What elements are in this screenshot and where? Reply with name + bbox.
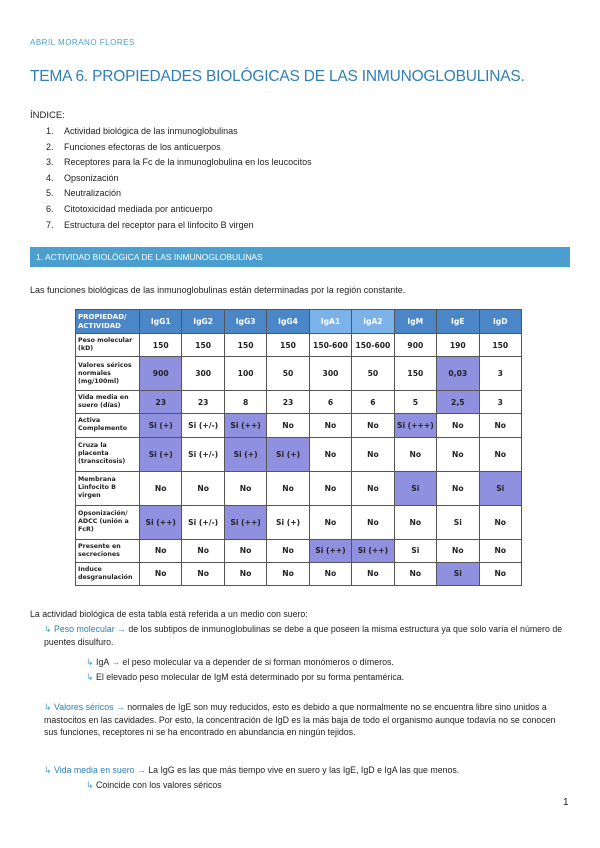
table-header-row <box>76 310 522 334</box>
table-row <box>76 357 522 391</box>
table-cell: Si (++) <box>224 505 266 539</box>
index-item-number: 7. <box>46 219 54 230</box>
section-intro: Las funciones biológicas de las inmunoglobulinas están determinadas por la región constante. <box>30 285 406 295</box>
text-coincide: Coincide con los valores séricos <box>96 780 222 790</box>
table-cell: Si (+) <box>267 437 309 471</box>
table-cell: 150-600 <box>352 334 394 357</box>
table-cell: Si (+/-) <box>182 505 224 539</box>
bullet-arrow-icon: ↳ <box>44 765 52 775</box>
index-item <box>46 124 312 140</box>
table-cell: Si <box>394 471 436 505</box>
table-cell: No <box>352 437 394 471</box>
table-cell: Si <box>394 539 436 562</box>
index-item-label: Actividad biológica de las inmunoglobulinas <box>64 126 238 136</box>
row-label: Membrana Linfocito B virgen <box>76 471 140 505</box>
table-cell: No <box>309 505 351 539</box>
term-iga: IgA <box>96 657 109 667</box>
table-cell: 100 <box>224 357 266 391</box>
table-cell: Si (+/-) <box>182 437 224 471</box>
table-cell: No <box>267 539 309 562</box>
text-iga: el peso molecular va a depender de si forman monómeros o dímeros. <box>122 657 394 667</box>
table-cell: 6 <box>309 391 351 414</box>
table-cell: 5 <box>394 391 436 414</box>
table-cell: 23 <box>140 391 182 414</box>
table-cell: No <box>352 414 394 437</box>
table-cell: No <box>479 505 522 539</box>
term-peso-molecular: Peso molecular <box>54 624 115 634</box>
index-item-label: Estructura del receptor para el linfocito B virgen <box>64 219 254 230</box>
header-isotype: IgD <box>479 310 522 334</box>
index-item <box>46 155 312 171</box>
bullet-arrow-icon: ↳ <box>86 657 94 667</box>
arrow-icon: → <box>111 657 120 667</box>
table-cell: No <box>394 562 436 585</box>
table-cell: 900 <box>140 357 182 391</box>
table-cell: 150 <box>394 357 436 391</box>
table-cell: No <box>267 562 309 585</box>
table-cell: Si (+) <box>224 437 266 471</box>
table-cell: No <box>309 437 351 471</box>
table-cell: Si (+++) <box>394 414 436 437</box>
table-cell: Si (+) <box>267 505 309 539</box>
table-cell: Si (++) <box>140 505 182 539</box>
index-list <box>46 124 312 233</box>
table-cell: 23 <box>267 391 309 414</box>
table-cell: 150 <box>267 334 309 357</box>
text-vida-media: La IgG es las que más tiempo vive en suero y las IgE, IgD e IgA las que menos. <box>148 765 460 775</box>
table-cell: 150 <box>479 334 522 357</box>
arrow-icon: → <box>136 765 146 775</box>
table-row <box>76 414 522 437</box>
table-cell: No <box>352 471 394 505</box>
text-igm: El elevado peso molecular de IgM está determinado por su forma pentamérica. <box>96 672 405 682</box>
table-cell: No <box>267 414 309 437</box>
index-item <box>46 140 312 156</box>
header-isotype: IgG4 <box>267 310 309 334</box>
bullet-peso-molecular <box>44 623 568 648</box>
table-cell: Si <box>479 471 522 505</box>
paragraph-context: La actividad biológica de esta tabla está referida a un medio con suero: <box>30 609 308 619</box>
header-isotype: IgM <box>394 310 436 334</box>
row-label: Peso molecular (kD) <box>76 334 140 357</box>
row-label: Cruza la placenta (transcitosis) <box>76 437 140 471</box>
table-cell: No <box>140 471 182 505</box>
section-heading-bar: 1. ACTIVIDAD BIOLÓGICA DE LAS INMUNOGLOBULINAS <box>30 247 570 267</box>
table-cell: 8 <box>224 391 266 414</box>
index-item-label: Neutralización <box>64 188 122 199</box>
header-isotype: IgG3 <box>224 310 266 334</box>
table-cell: Si (++) <box>352 539 394 562</box>
sub-bullet-iga <box>86 656 556 669</box>
table-cell: No <box>182 539 224 562</box>
row-label: Vida media en suero (días) <box>76 391 140 414</box>
bullet-valores-sericos <box>44 701 568 739</box>
table-cell: No <box>394 505 436 539</box>
bullet-vida-media <box>44 764 568 777</box>
table-cell: 23 <box>182 391 224 414</box>
table-cell: No <box>224 562 266 585</box>
table-cell: Si (+) <box>140 437 182 471</box>
table-cell: Si (++) <box>309 539 351 562</box>
table-row <box>76 471 522 505</box>
table-row <box>76 505 522 539</box>
table-cell: 2,5 <box>437 391 479 414</box>
table-cell: Si (+/-) <box>182 414 224 437</box>
index-item-number: 5. <box>46 188 54 199</box>
table-cell: No <box>352 562 394 585</box>
index-item-number: 6. <box>46 203 54 214</box>
index-item <box>46 186 312 202</box>
bullet-arrow-icon: ↳ <box>44 702 52 712</box>
index-heading: ÍNDICE: <box>30 110 65 121</box>
index-item-label: Opsonización <box>64 172 119 183</box>
table-cell: 900 <box>394 334 436 357</box>
sub-bullet-coincide <box>86 779 556 792</box>
index-item <box>46 171 312 187</box>
table-cell: No <box>394 437 436 471</box>
index-item-label: Receptores para la Fc de la inmunoglobulina en los leucocitos <box>64 157 312 168</box>
index-item-number: 3. <box>46 157 54 168</box>
page-number: 1 <box>563 797 569 808</box>
table-cell: No <box>437 414 479 437</box>
index-item-label: Citotoxicidad mediada por anticuerpo <box>64 203 213 214</box>
table-cell: Si (++) <box>224 414 266 437</box>
author-header: ABRIL MORANO FLORES <box>30 38 135 47</box>
sub-bullet-igm <box>86 671 556 684</box>
table-row <box>76 334 522 357</box>
header-isotype: IgG2 <box>182 310 224 334</box>
table-cell: No <box>479 539 522 562</box>
index-item <box>46 218 312 234</box>
table-cell: 300 <box>182 357 224 391</box>
term-vida-media: Vida media en suero <box>54 765 135 775</box>
table-cell: No <box>437 437 479 471</box>
table-cell: No <box>224 471 266 505</box>
table-cell: No <box>309 471 351 505</box>
index-item <box>46 202 312 218</box>
table-cell: No <box>479 562 522 585</box>
table-cell: No <box>352 505 394 539</box>
index-item-number: 4. <box>46 172 54 183</box>
table-cell: 150 <box>182 334 224 357</box>
table-cell: No <box>267 471 309 505</box>
table-row <box>76 539 522 562</box>
bullet-arrow-icon: ↳ <box>86 780 94 790</box>
table-cell: No <box>309 414 351 437</box>
arrow-icon: → <box>117 624 126 634</box>
table-cell: 150 <box>140 334 182 357</box>
table-cell: 150 <box>224 334 266 357</box>
table-cell: 0,03 <box>437 357 479 391</box>
table-cell: 3 <box>479 357 522 391</box>
table-cell: 50 <box>267 357 309 391</box>
bullet-arrow-icon: ↳ <box>44 624 52 634</box>
table-cell: No <box>182 562 224 585</box>
table-cell: No <box>140 539 182 562</box>
header-property: PROPIEDAD/ ACTIVIDAD <box>76 310 140 334</box>
table-cell: No <box>224 539 266 562</box>
table-cell: No <box>437 539 479 562</box>
table-cell: No <box>437 471 479 505</box>
index-item-number: 2. <box>46 141 54 152</box>
index-item-label: Funciones efectoras de los anticuerpos <box>64 141 221 152</box>
table-cell: No <box>140 562 182 585</box>
table-cell: 190 <box>437 334 479 357</box>
row-label: Induce desgranulación <box>76 562 140 585</box>
table-cell: No <box>479 437 522 471</box>
bullet-arrow-icon: ↳ <box>86 672 94 682</box>
arrow-icon: → <box>115 702 125 712</box>
header-isotype: IgG1 <box>140 310 182 334</box>
row-label: Opsonización/ ADCC (unión a FcR) <box>76 505 140 539</box>
row-label: Valores séricos normales (mg/100ml) <box>76 357 140 391</box>
page-title: TEMA 6. PROPIEDADES BIOLÓGICAS DE LAS INMUNOGLOBULINAS. <box>30 68 525 85</box>
table-cell: 3 <box>479 391 522 414</box>
header-isotype: IgA2 <box>352 310 394 334</box>
table-cell: Si <box>437 505 479 539</box>
table-cell: 6 <box>352 391 394 414</box>
table-cell: Si (+) <box>140 414 182 437</box>
table-cell: No <box>182 471 224 505</box>
text-peso-molecular: de los subtipos de inmunoglobulinas se debe a que poseen la misma estructura ya que solo varía el número de puentes disulfuro. <box>44 624 563 647</box>
table-row <box>76 391 522 414</box>
term-valores-sericos: Valores séricos <box>54 702 114 712</box>
index-item-number: 1. <box>46 126 54 136</box>
properties-table <box>75 309 522 586</box>
table-row <box>76 437 522 471</box>
table-cell: 50 <box>352 357 394 391</box>
header-isotype: IgE <box>437 310 479 334</box>
row-label: Activa Complemento <box>76 414 140 437</box>
header-isotype: IgA1 <box>309 310 351 334</box>
table-cell: Si <box>437 562 479 585</box>
row-label: Presente en secreciones <box>76 539 140 562</box>
table-row <box>76 562 522 585</box>
table-cell: 150-600 <box>309 334 351 357</box>
table-cell: 300 <box>309 357 351 391</box>
table-cell: No <box>479 414 522 437</box>
text-valores-sericos: normales de IgE son muy reducidos, esto es debido a que normalmente no se encuentra libre sino unidos a mastocitos en las cavidades. Por esto, la concentración de IgD es la más baja de todo el organismo aunque todavía no se conocen sus funciones, receptores ni se ha encontrado en abundancia en ningún tejidos. <box>44 702 556 737</box>
table-cell: No <box>309 562 351 585</box>
